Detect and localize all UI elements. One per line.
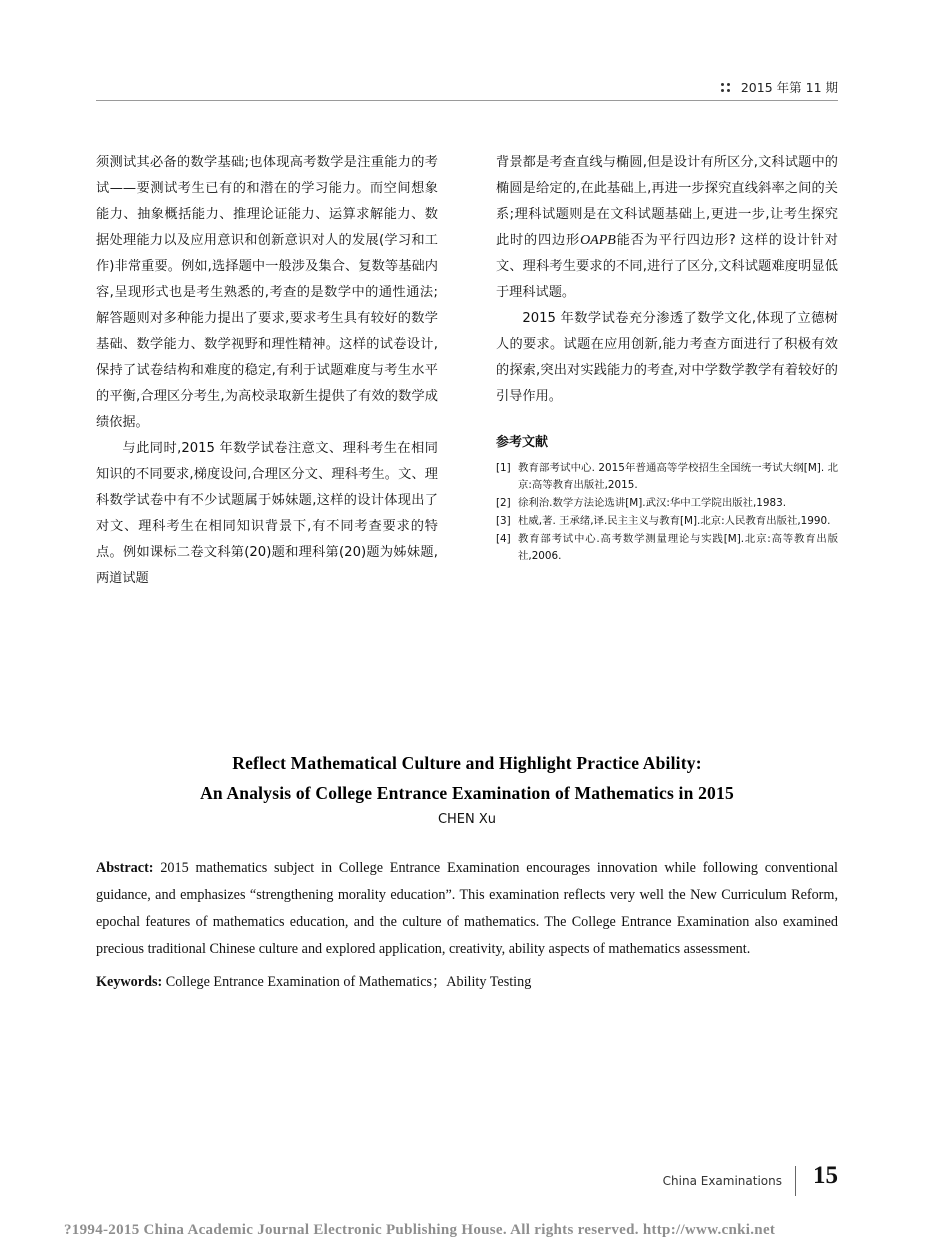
reference-number: [4] (496, 533, 511, 545)
reference-text: 徐利治.数学方法论选讲[M].武汉:华中工学院出版社,1983. (518, 497, 787, 509)
abstract-label: Abstract: (96, 860, 154, 876)
paragraph: 须测试其必备的数学基础;也体现高考数学是注重能力的考试——要测试考生已有的和潜在的学习能力。而空间想象能力、抽象概括能力、推理论证能力、运算求解能力、数据处理能力以及应用意识和创新意识对人的发展(学习和工作)非常重要。例如,选择题中一般涉及集合、复数等基础内容,呈现形式也是考生熟悉的,考查的是数学中的通性通法;解答题则对多种能力提出了要求,要求考生具有较好的数学基础、数学能力、数学视野和理性精神。这样的试卷设计,保持了试卷结构和难度的稳定,有利于试题难度与考生水平的平衡,合理区分考生,为高校录取新生提供了有效的数学成绩依据。 (96, 155, 438, 430)
page-number: 15 (813, 1162, 838, 1189)
copyright-notice: ?1994-2015 China Academic Journal Electronic Publishing House. All rights reserved. http://www.cnki.net (64, 1222, 776, 1238)
english-title-line-1: Reflect Mathematical Culture and Highlight Practice Ability: (232, 753, 702, 773)
header-divider (96, 100, 838, 101)
list-item (496, 495, 838, 512)
reference-number: [1] (496, 462, 511, 474)
formula-oapb: OAPB (580, 233, 616, 248)
keywords-text: College Entrance Examination of Mathematics；Ability Testing (162, 974, 532, 990)
page-header (96, 78, 838, 108)
reference-text: 教育部考试中心. 2015年普通高等学校招生全国统一考试大纲[M]. 北京:高等教育出版社,2015. (518, 462, 838, 491)
references-heading: 参考文献 (496, 435, 549, 450)
list-item (496, 531, 838, 565)
english-title-line-2: An Analysis of College Entrance Examination of Mathematics in 2015 (200, 783, 734, 803)
paragraph: 与此同时,2015 年数学试卷注意文、理科考生在相同知识的不同要求,梯度设问,合理区分文、理科考生。文、理科数学试卷中有不少试题属于姊妹题,这样的设计体现出了对文、理科考生在相同知识背景下,有不同考查要求的特点。例如课标二卷文科第(20)题和理科第(20)题为姊妹题,两道试题 (96, 441, 438, 586)
paragraph-part-1: 背景都是考查直线与椭圆,但是设计有所区分,文科试题中的椭圆是给定的,在此基础上,再进一步探究直线斜率之间的关系;理科试题则是在文科试题基础上,更进一步,让考生探究此时的四边形 (496, 155, 838, 248)
header-issue-block (721, 78, 838, 96)
reference-text: 教育部考试中心.高考数学测量理论与实践[M].北京:高等教育出版社,2006. (518, 533, 838, 562)
right-column (496, 150, 838, 566)
reference-number: [2] (496, 497, 511, 509)
reference-text: 杜威,著. 王承绪,译.民主主义与教育[M].北京:人民教育出版社,1990. (518, 515, 831, 527)
list-item (496, 513, 838, 530)
page-footer (96, 1162, 838, 1206)
journal-name: China Examinations (662, 1174, 782, 1188)
references-list (496, 460, 838, 565)
paragraph-with-formula (496, 150, 838, 306)
reference-number: [3] (496, 515, 511, 527)
paragraph-part-2: 能否为平行四边形? 这样的设计针对文、理科考生要求的不同,进行了区分,文科试题难度明显低于理科试题。 (496, 233, 838, 300)
english-abstract-block (96, 748, 838, 996)
four-dots-icon (721, 82, 733, 94)
abstract-text: 2015 mathematics subject in College Entrance Examination encourages innovation while following conventional guidance, and emphasizes “strengthening morality education”. This examination reflects very well the New Curriculum Reform, epochal features of mathematics education, and the culture of mathematics. The College Entrance Examination also examined precious traditional Chinese culture and explored application, creativity, ability aspects of mathematics assessment. (96, 860, 838, 957)
list-item (496, 460, 838, 494)
english-author: CHEN Xu (437, 812, 497, 827)
keywords-label: Keywords: (96, 974, 163, 990)
issue-label: 2015 年第 11 期 (740, 80, 838, 95)
english-keywords (96, 969, 838, 996)
left-column (96, 150, 438, 592)
paragraph: 2015 年数学试卷充分渗透了数学文化,体现了立德树人的要求。试题在应用创新,能力考查方面进行了积极有效的探索,突出对实践能力的考查,对中学数学教学有着较好的引导作用。 (496, 311, 838, 404)
footer-divider (795, 1166, 796, 1196)
english-abstract (96, 855, 838, 963)
